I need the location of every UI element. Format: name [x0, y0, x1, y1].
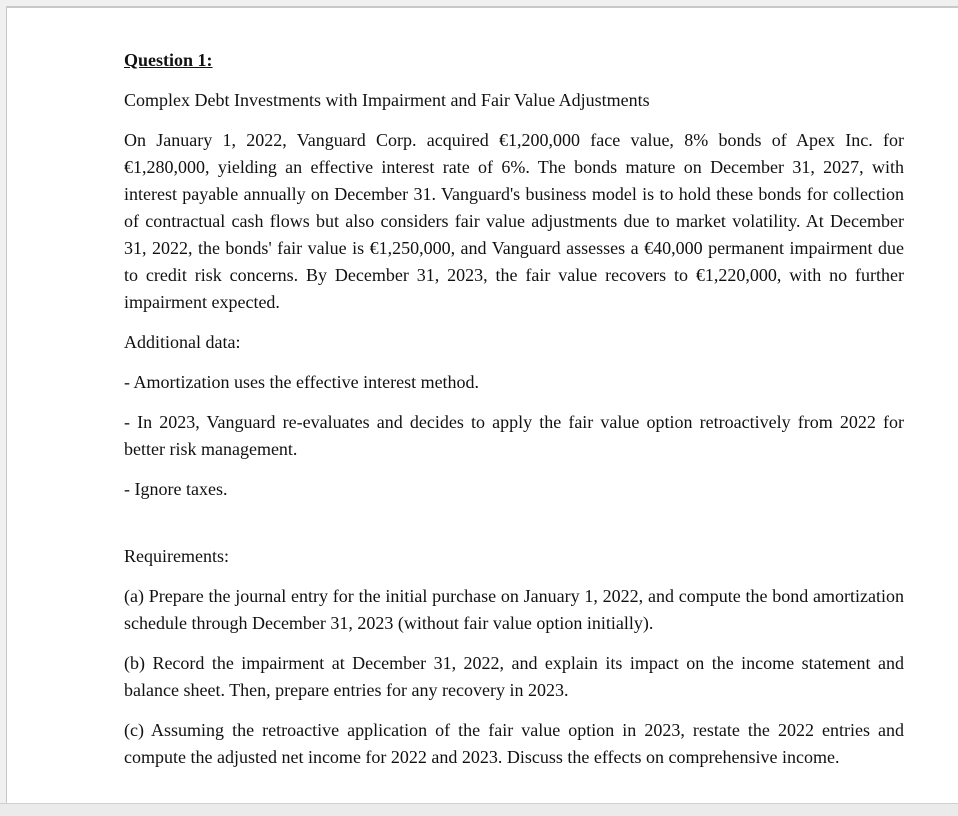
- blank-line: [124, 516, 904, 543]
- document-body: [124, 47, 904, 784]
- requirement-b: (b) Record the impairment at December 31, 2022, and explain its impact on the income statement and balance sheet. Then, prepare entries for any recovery in 2023.: [124, 653, 904, 700]
- page-top-border: [7, 7, 958, 8]
- requirements-label: Requirements:: [124, 546, 229, 566]
- requirement-a: (a) Prepare the journal entry for the initial purchase on January 1, 2022, and compute the bond amortization schedule through December 31, 2023 (without fair value option initially).: [124, 586, 904, 633]
- requirement-c: (c) Assuming the retroactive application of the fair value option in 2023, restate the 2022 entries and compute the adjusted net income for 2022 and 2023. Discuss the effects on comprehensive income.: [124, 720, 904, 767]
- additional-data-label: Additional data:: [124, 332, 241, 352]
- question-heading: Question 1:: [124, 50, 213, 70]
- question-subtitle: Complex Debt Investments with Impairment and Fair Value Adjustments: [124, 90, 650, 110]
- additional-item-amortization: - Amortization uses the effective interest method.: [124, 372, 480, 392]
- window-bottom-edge: [0, 803, 958, 816]
- intro-paragraph: On January 1, 2022, Vanguard Corp. acquired €1,200,000 face value, 8% bonds of Apex Inc. for €1,280,000, yielding an effective interest rate of 6%. The bonds mature on December 31, 2027, with interest payable annually on December 31. Vanguard's business model is to hold these bonds for collection of contractual cash flows but also considers fair value adjustments due to market volatility. At December 31, 2022, the bonds' fair value is €1,250,000, and Vanguard assesses a €40,000 permanent impairment due to credit risk concerns. By December 31, 2023, the fair value recovers to €1,220,000, with no further impairment expected.: [124, 130, 904, 312]
- additional-item-taxes: - Ignore taxes.: [124, 479, 228, 499]
- additional-item-fair-value-option: - In 2023, Vanguard re-evaluates and decides to apply the fair value option retroactively from 2022 for better risk management.: [124, 412, 904, 459]
- document-page: [6, 6, 958, 804]
